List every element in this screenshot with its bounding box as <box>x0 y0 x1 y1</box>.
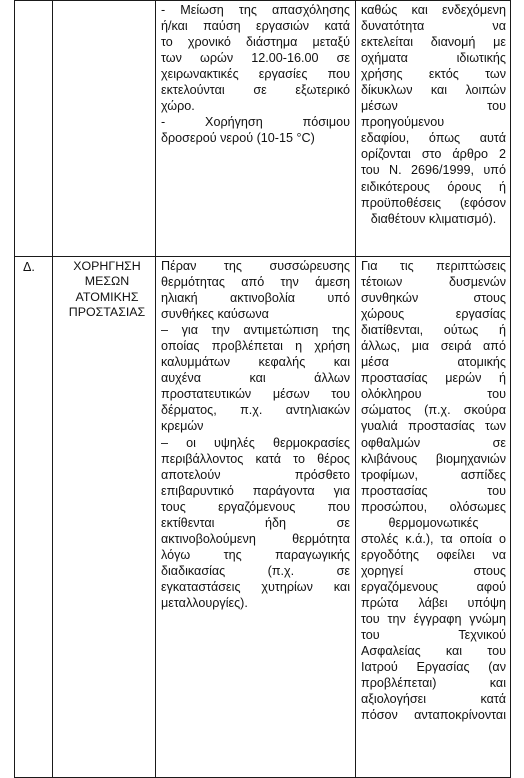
text-line: του Τεχνικού <box>361 628 506 643</box>
text-line: μέσα ατομικής <box>361 355 506 370</box>
number-cell <box>15 257 53 778</box>
text-line: δέρματος, π.χ. αντηλιακών <box>161 403 350 418</box>
text-line: συνθήκες καύσωνα <box>161 307 269 322</box>
text-line: κλιβάνους βιομηχανιών <box>361 451 506 466</box>
text-line: κρεμών <box>161 419 204 434</box>
document-table <box>14 0 511 778</box>
text-line: θερμότητας από την άμεση <box>161 275 350 290</box>
text-line: ή/και παύση εργασιών κατά <box>161 19 350 34</box>
description-text <box>156 1 355 148</box>
text-line: χρήσης εκτός των <box>361 67 506 82</box>
text-line: πρώτα λάβει υπόψη <box>361 595 506 610</box>
text-line: δίκυκλων και λοιπών <box>361 83 506 98</box>
title-line: ΧΟΡΗΓΗΣΗ <box>73 259 141 273</box>
text-line: Ιατρού Εργασίας (αν <box>361 660 506 675</box>
text-line: αξιολογήσει κατά <box>361 692 506 707</box>
text-line: ηλιακή ακτινοβολία υπό <box>161 291 350 306</box>
description-cell <box>156 1 356 257</box>
description-cell <box>156 257 356 778</box>
text-line: ακτινοβολούμενη θερμότητα <box>161 531 350 546</box>
text-line: ολόκληρου του <box>361 387 506 402</box>
text-line: προσώπου, ολόσωμες <box>361 499 506 514</box>
text-line: άλλως, μια σειρά από <box>361 339 506 354</box>
text-line: των ωρών 12.00-16.00 σε <box>161 51 350 66</box>
section-number: Δ. <box>23 260 35 274</box>
text-line: καθώς και ενδεχόμενη <box>361 3 506 17</box>
text-line: διατίθενται, ούτως ή <box>361 323 506 338</box>
text-line: επιβαρυντικό παράγοντα για <box>161 483 350 498</box>
measures-text <box>356 257 510 725</box>
text-line: το χρονικό διάστημα μεταξύ <box>161 35 350 50</box>
text-line: του την έγγραφη γνώμη <box>361 612 506 627</box>
text-line: προβλέπεται) και <box>361 676 506 691</box>
section-title <box>53 257 155 320</box>
text-line: δροσερού νερού (10-15 °C) <box>161 131 315 146</box>
text-line: προστασίας μερών ή <box>361 371 506 386</box>
measures-cell <box>356 1 511 257</box>
title-line: ΑΤΟΜΙΚΗΣ <box>75 289 139 304</box>
text-line: εδαφίου, όπως αυτά <box>361 131 506 146</box>
text-line: ορίζονται στο άρθρο 2 <box>361 147 506 162</box>
text-line: χορηγεί στους <box>361 563 506 578</box>
text-line: Για τις περιπτώσεις <box>361 259 506 273</box>
text-line: στολές κ.ά.), τα οποία ο <box>361 531 506 546</box>
text-line: - Χορήγηση πόσιμου <box>161 115 350 130</box>
text-line: σώματος (π.χ. σκούρα <box>361 403 506 418</box>
text-line: αυχένα και άλλων <box>161 371 350 386</box>
text-line: καλυμμάτων κεφαλής και <box>161 355 350 370</box>
text-line: εκτελούνται σε εξωτερικό <box>161 83 350 98</box>
title-cell <box>53 257 156 778</box>
text-line: περιβάλλοντος κατά το θέρος <box>161 451 350 466</box>
text-line: εγκαταστάσεις χυτηρίων και <box>161 579 350 594</box>
text-line: χειρωνακτικές εργασίες που <box>161 67 350 82</box>
text-line: οφθαλμών σε <box>361 435 506 450</box>
text-line: – για την αντιμετώπιση της <box>161 323 350 338</box>
text-line: προηγούμενου <box>361 115 445 130</box>
text-line: χώρο. <box>161 99 195 114</box>
measures-text <box>356 1 510 229</box>
text-line: πόσον ανταποκρίνονται <box>361 708 506 723</box>
text-line: μεταλλουργίες). <box>161 595 248 610</box>
text-line: - Μείωση της απασχόλησης <box>161 3 350 17</box>
text-line: του Ν. 2696/1999, υπό <box>361 163 506 178</box>
text-line: θερμομονωτικές <box>388 515 479 530</box>
text-line: οχήματα ιδιωτικής <box>361 51 506 66</box>
table-row <box>15 1 511 257</box>
text-line: προστατευτικών μέσων του <box>161 387 350 402</box>
text-line: εργαζόμενους αφού <box>361 579 506 594</box>
text-line: – οι υψηλές θερμοκρασίες <box>161 435 350 450</box>
text-line: χώρους εργασίας <box>361 307 506 322</box>
text-line: εκτίθενται ήδη σε <box>161 515 350 530</box>
title-line: ΠΡΟΣΤΑΣΙΑΣ <box>68 304 146 319</box>
measures-cell <box>356 257 511 778</box>
text-line: εκτελείται διανομή με <box>361 35 506 50</box>
text-line: τροφίμων, ασπίδες <box>361 467 506 482</box>
text-line: δυνατότητα να <box>361 19 506 34</box>
table-row <box>15 257 511 778</box>
description-text <box>156 257 355 613</box>
text-line: ειδικότερους όρους ή <box>361 179 506 194</box>
text-line: γυαλιά προστασίας των <box>361 419 506 434</box>
text-line: αποτελούν πρόσθετο <box>161 467 350 482</box>
text-line: εργοδότης οφείλει να <box>361 547 506 562</box>
title-line: ΜΕΣΩΝ <box>84 274 130 289</box>
text-line: προϋποθέσεις (εφόσον <box>361 195 506 210</box>
number-cell <box>15 1 53 257</box>
text-line: τους εργαζόμενους που <box>161 499 350 514</box>
text-line: μέσων του <box>361 99 506 114</box>
text-line: λόγω της παραγωγικής <box>161 547 350 562</box>
text-line: διαδικασίας (π.χ. σε <box>161 563 350 578</box>
text-line: προστασίας του <box>361 483 506 498</box>
text-line: συνθηκών στους <box>361 291 506 306</box>
text-line: Ασφαλείας και του <box>361 644 506 659</box>
text-line: οποίας προβλέπεται η χρήση <box>161 339 350 354</box>
text-line: τέτοιων δυσμενών <box>361 275 506 290</box>
text-line: Πέραν της συσσώρευσης <box>161 259 350 273</box>
title-cell <box>53 1 156 257</box>
text-line: διαθέτουν κλιματισμό). <box>370 211 497 226</box>
